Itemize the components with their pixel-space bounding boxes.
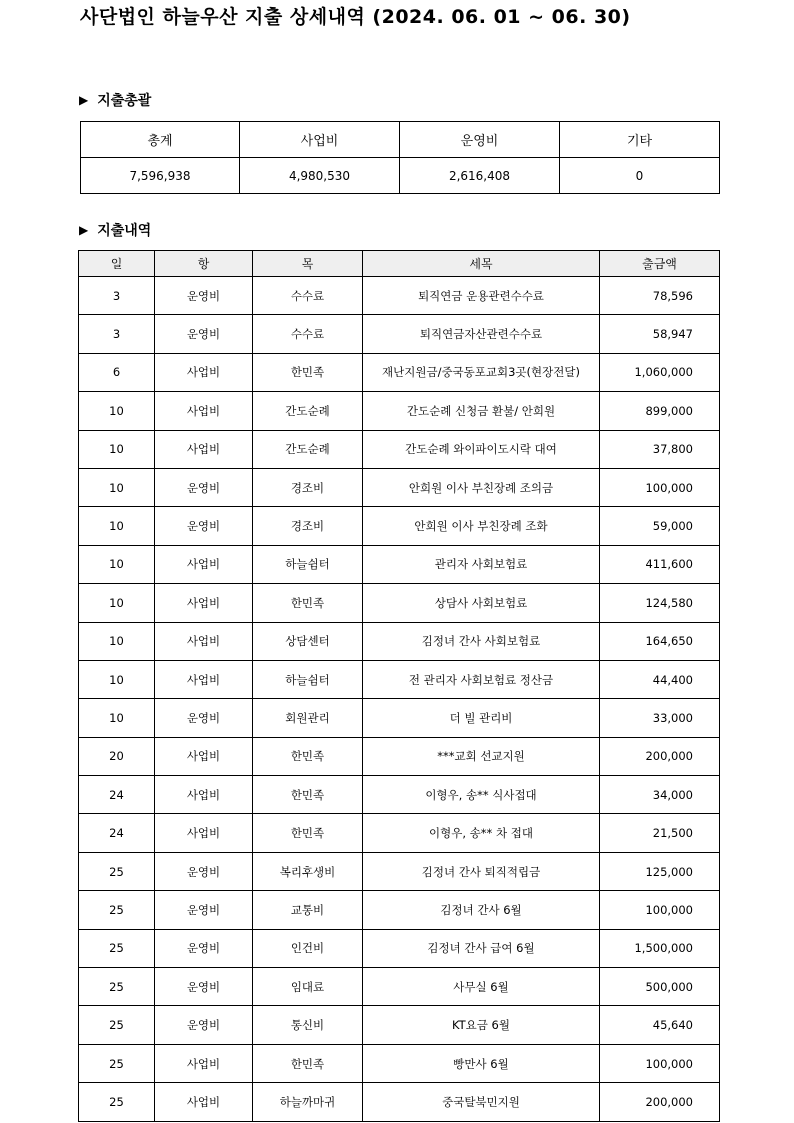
detail-section-heading	[79, 220, 151, 240]
row-category: 운영비	[155, 507, 253, 545]
row-amount: 899,000	[600, 392, 720, 430]
row-item: 한민족	[253, 814, 363, 852]
row-item: 하늘쉼터	[253, 660, 363, 698]
row-category: 사업비	[155, 545, 253, 583]
detail-header-day: 일	[79, 251, 155, 277]
row-item: 통신비	[253, 1006, 363, 1044]
row-amount: 100,000	[600, 891, 720, 929]
row-category: 사업비	[155, 353, 253, 391]
row-category: 운영비	[155, 468, 253, 506]
row-amount: 59,000	[600, 507, 720, 545]
table-row	[79, 968, 720, 1006]
row-amount: 100,000	[600, 468, 720, 506]
row-amount: 45,640	[600, 1006, 720, 1044]
row-subitem: 더 빌 관리비	[363, 699, 600, 737]
row-item: 교통비	[253, 891, 363, 929]
detail-header-amount: 출금액	[600, 251, 720, 277]
row-subitem: 간도순례 신청금 환불/ 안희원	[363, 392, 600, 430]
row-day: 10	[79, 622, 155, 660]
row-day: 25	[79, 891, 155, 929]
row-amount: 500,000	[600, 968, 720, 1006]
summary-header-row	[81, 122, 720, 158]
row-amount: 411,600	[600, 545, 720, 583]
row-subitem: 재난지원금/중국동포교회3곳(현장전달)	[363, 353, 600, 391]
row-day: 10	[79, 699, 155, 737]
row-category: 운영비	[155, 699, 253, 737]
summary-heading-label: 지출총괄	[97, 93, 152, 109]
table-row	[79, 507, 720, 545]
row-day: 10	[79, 392, 155, 430]
detail-heading-label: 지출내역	[97, 223, 152, 239]
row-category: 사업비	[155, 584, 253, 622]
row-item: 인건비	[253, 929, 363, 967]
row-subitem: 안희원 이사 부친장례 조화	[363, 507, 600, 545]
summary-header-total: 총계	[81, 122, 240, 158]
row-category: 운영비	[155, 968, 253, 1006]
table-row	[79, 1083, 720, 1121]
row-day: 6	[79, 353, 155, 391]
row-subitem: 상담사 사회보험료	[363, 584, 600, 622]
row-item: 복리후생비	[253, 852, 363, 890]
row-item: 상담센터	[253, 622, 363, 660]
table-row	[79, 584, 720, 622]
table-row	[79, 468, 720, 506]
row-subitem: 중국탈북민지원	[363, 1083, 600, 1121]
row-subitem: ***교회 선교지원	[363, 737, 600, 775]
row-category: 운영비	[155, 277, 253, 315]
row-item: 수수료	[253, 277, 363, 315]
row-category: 사업비	[155, 776, 253, 814]
row-amount: 37,800	[600, 430, 720, 468]
row-subitem: 김정녀 간사 6월	[363, 891, 600, 929]
summary-value-business: 4,980,530	[240, 158, 400, 194]
row-day: 25	[79, 968, 155, 1006]
table-row	[79, 660, 720, 698]
summary-value-operating: 2,616,408	[400, 158, 560, 194]
row-item: 간도순례	[253, 392, 363, 430]
row-day: 3	[79, 277, 155, 315]
play-triangle-icon: ▶	[79, 223, 89, 237]
detail-header-category: 항	[155, 251, 253, 277]
row-category: 운영비	[155, 929, 253, 967]
row-subitem: 빵만사 6월	[363, 1044, 600, 1082]
row-subitem: 김정녀 간사 퇴직적립금	[363, 852, 600, 890]
row-category: 사업비	[155, 660, 253, 698]
row-day: 10	[79, 545, 155, 583]
summary-value-total: 7,596,938	[81, 158, 240, 194]
row-day: 20	[79, 737, 155, 775]
detail-table-body	[79, 277, 720, 1122]
row-item: 하늘까마귀	[253, 1083, 363, 1121]
table-row	[79, 277, 720, 315]
row-amount: 34,000	[600, 776, 720, 814]
row-amount: 125,000	[600, 852, 720, 890]
row-day: 10	[79, 430, 155, 468]
play-triangle-icon: ▶	[79, 93, 89, 107]
row-category: 사업비	[155, 737, 253, 775]
row-category: 운영비	[155, 852, 253, 890]
row-amount: 200,000	[600, 737, 720, 775]
detail-header-subitem: 세목	[363, 251, 600, 277]
row-amount: 124,580	[600, 584, 720, 622]
summary-value-row	[81, 158, 720, 194]
row-item: 임대료	[253, 968, 363, 1006]
table-row	[79, 852, 720, 890]
table-row	[79, 776, 720, 814]
row-subitem: 간도순례 와이파이도시락 대여	[363, 430, 600, 468]
detail-table	[78, 250, 720, 1122]
row-day: 25	[79, 1006, 155, 1044]
row-day: 3	[79, 315, 155, 353]
row-subitem: 안희원 이사 부친장례 조의금	[363, 468, 600, 506]
row-amount: 21,500	[600, 814, 720, 852]
row-amount: 200,000	[600, 1083, 720, 1121]
row-amount: 100,000	[600, 1044, 720, 1082]
table-row	[79, 814, 720, 852]
row-amount: 164,650	[600, 622, 720, 660]
row-category: 사업비	[155, 814, 253, 852]
row-subitem: 김정녀 간사 급여 6월	[363, 929, 600, 967]
row-day: 10	[79, 584, 155, 622]
row-day: 24	[79, 814, 155, 852]
row-item: 한민족	[253, 776, 363, 814]
row-day: 25	[79, 852, 155, 890]
row-category: 사업비	[155, 430, 253, 468]
row-item: 한민족	[253, 353, 363, 391]
table-row	[79, 622, 720, 660]
row-item: 간도순례	[253, 430, 363, 468]
row-amount: 33,000	[600, 699, 720, 737]
row-subitem: KT요금 6월	[363, 1006, 600, 1044]
row-category: 운영비	[155, 891, 253, 929]
table-row	[79, 891, 720, 929]
row-day: 10	[79, 468, 155, 506]
table-row	[79, 545, 720, 583]
row-item: 수수료	[253, 315, 363, 353]
summary-header-other: 기타	[560, 122, 720, 158]
table-row	[79, 430, 720, 468]
row-amount: 78,596	[600, 277, 720, 315]
row-amount: 58,947	[600, 315, 720, 353]
row-item: 경조비	[253, 468, 363, 506]
row-subitem: 이형우, 송** 식사접대	[363, 776, 600, 814]
detail-header-item: 목	[253, 251, 363, 277]
row-category: 사업비	[155, 1044, 253, 1082]
table-row	[79, 315, 720, 353]
row-category: 사업비	[155, 392, 253, 430]
row-day: 25	[79, 1044, 155, 1082]
table-row	[79, 353, 720, 391]
row-subitem: 퇴직연금자산관련수수료	[363, 315, 600, 353]
summary-header-business: 사업비	[240, 122, 400, 158]
row-item: 한민족	[253, 1044, 363, 1082]
row-subitem: 퇴직연금 운용관련수수료	[363, 277, 600, 315]
row-category: 운영비	[155, 315, 253, 353]
summary-table	[80, 121, 720, 194]
summary-value-other: 0	[560, 158, 720, 194]
table-row	[79, 1006, 720, 1044]
row-category: 사업비	[155, 1083, 253, 1121]
table-row	[79, 929, 720, 967]
table-row	[79, 737, 720, 775]
row-subitem: 사무실 6월	[363, 968, 600, 1006]
table-row	[79, 699, 720, 737]
row-item: 한민족	[253, 737, 363, 775]
summary-header-operating: 운영비	[400, 122, 560, 158]
row-day: 25	[79, 929, 155, 967]
row-category: 사업비	[155, 622, 253, 660]
page-title: 사단법인 하늘우산 지출 상세내역 (2024. 06. 01 ~ 06. 30)	[80, 6, 631, 28]
row-subitem: 이형우, 송** 차 접대	[363, 814, 600, 852]
summary-section-heading	[79, 90, 151, 110]
row-amount: 1,500,000	[600, 929, 720, 967]
row-subitem: 관리자 사회보험료	[363, 545, 600, 583]
detail-header-row	[79, 251, 720, 277]
row-day: 10	[79, 660, 155, 698]
row-day: 24	[79, 776, 155, 814]
row-category: 운영비	[155, 1006, 253, 1044]
row-day: 10	[79, 507, 155, 545]
table-row	[79, 392, 720, 430]
row-amount: 1,060,000	[600, 353, 720, 391]
row-item: 경조비	[253, 507, 363, 545]
row-item: 회원관리	[253, 699, 363, 737]
table-row	[79, 1044, 720, 1082]
row-item: 한민족	[253, 584, 363, 622]
row-subitem: 전 관리자 사회보험료 정산금	[363, 660, 600, 698]
row-amount: 44,400	[600, 660, 720, 698]
row-day: 25	[79, 1083, 155, 1121]
row-subitem: 김정녀 간사 사회보험료	[363, 622, 600, 660]
row-item: 하늘쉼터	[253, 545, 363, 583]
